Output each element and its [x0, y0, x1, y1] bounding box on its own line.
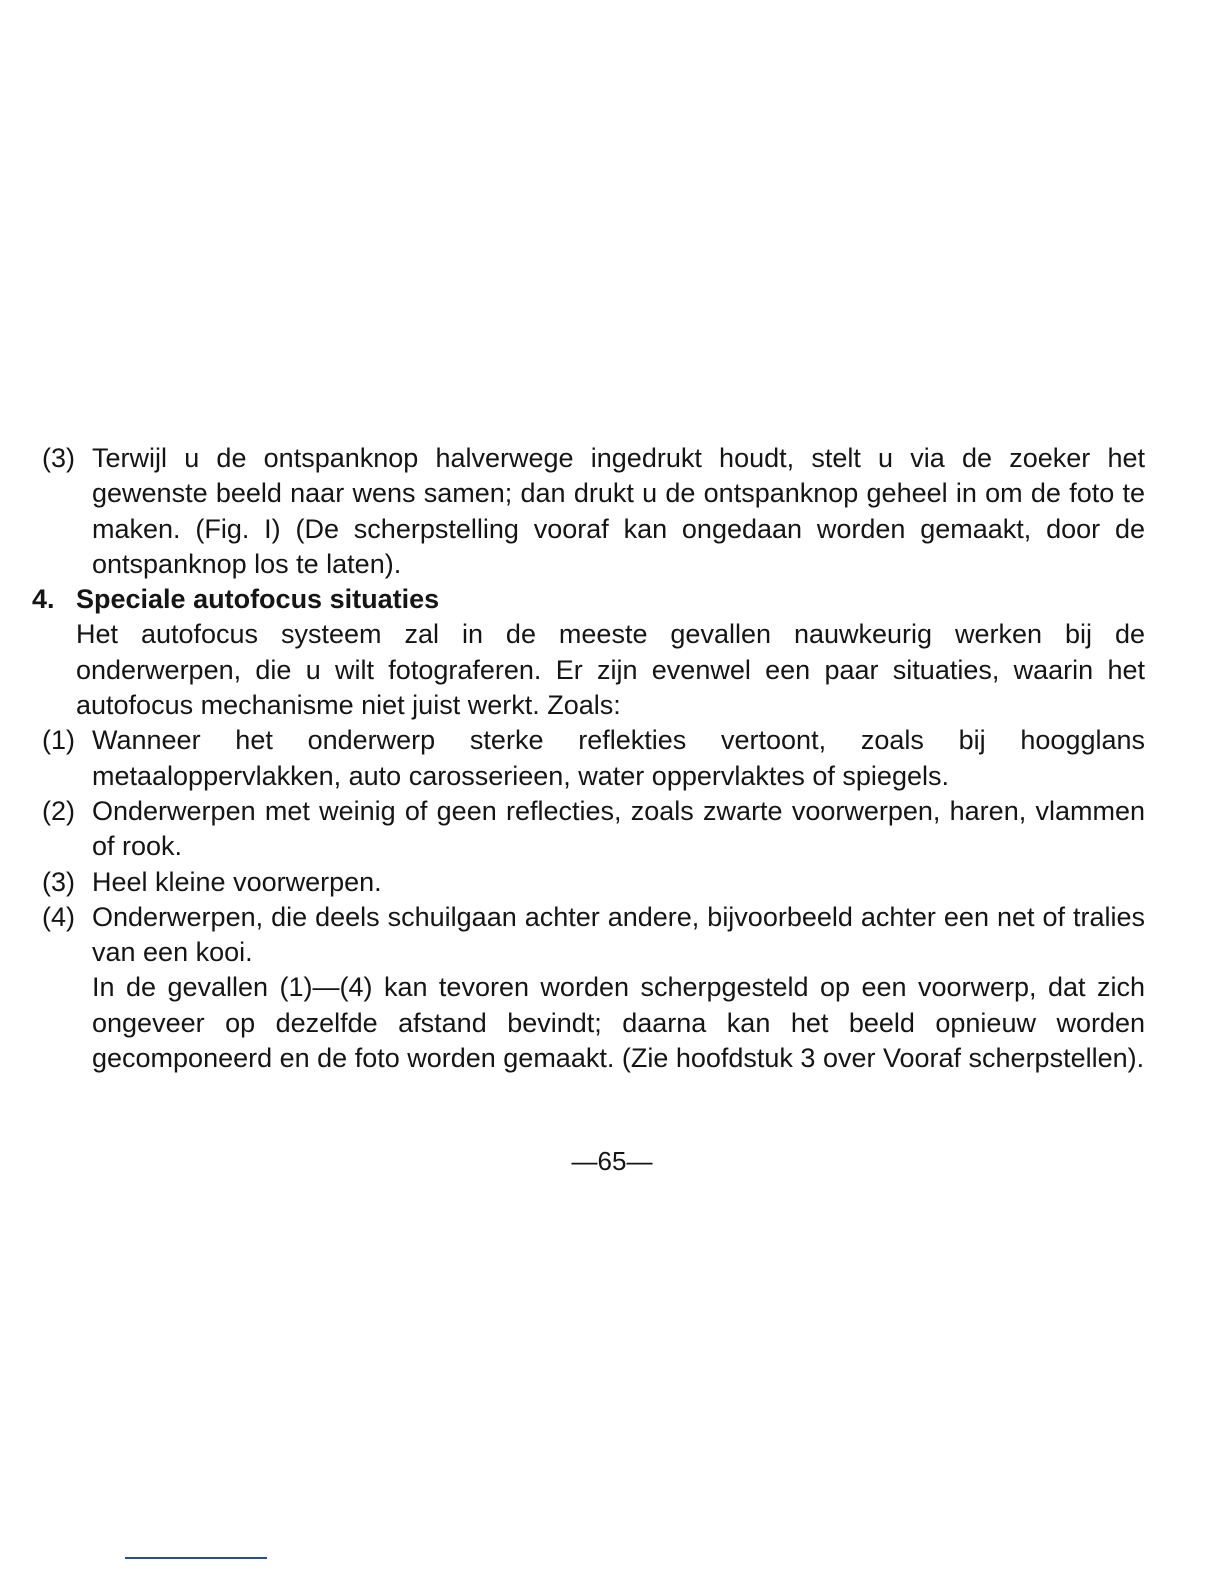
section-intro: Het autofocus systeem zal in de meeste gevallen nauwkeurig werken bij de onderwerpen, die u wilt fotograferen. Er zijn evenwel een paar situaties, waarin het autofocus mechanisme niet juist werkt. Zoals: [76, 619, 1145, 721]
section-title: Speciale autofocus situaties [76, 584, 440, 615]
item-text: Onderwerpen, die deels schuilgaan achter andere, bijvoorbeeld achter een net of tralies van een kooi. [92, 901, 1145, 968]
list-item [30, 441, 1145, 582]
item-number: (3) [42, 866, 75, 897]
item-text: Wanneer het onderwerp sterke reflekties vertoont, zoals bij hoogglans metaaloppervlakken, auto carosserieen, water oppervlaktes of spiegels. [92, 725, 1145, 791]
item-number: (2) [42, 795, 75, 826]
item-number: (1) [42, 725, 75, 756]
section-number: 4. [32, 584, 55, 615]
list-item [30, 723, 1145, 794]
item-text: Terwijl u de ontspanknop halverwege ingedrukt houdt, stelt u via de zoeker het gewenste beeld naar wens samen; dan drukt u de ontspanknop geheel in om de foto te maken. (Fig. I) (De scherpstelling vooraf kan ongedaan worden gemaakt, door de ontspanknop los te laten). [92, 443, 1145, 579]
item-number: (4) [42, 901, 75, 932]
footer-rule [125, 1557, 267, 1559]
list-item [30, 794, 1145, 865]
list-item [30, 865, 1145, 900]
page-content [30, 441, 1145, 1076]
list-item [30, 900, 1145, 971]
note-paragraph: In de gevallen (1)—(4) kan tevoren worden scherpgesteld op een voorwerp, dat zich ongeveer op dezelfde afstand bevindt; daarna kan het beeld opnieuw worden gecomponeerd en de foto worden gemaakt. (Zie hoofdstuk 3 over Vooraf scherpstellen). [92, 972, 1145, 1074]
section-heading [30, 582, 1145, 617]
page-number: —65— [571, 1146, 653, 1176]
item-text: Heel kleine voorwerpen. [92, 866, 382, 897]
item-text: Onderwerpen met weinig of geen reflecties, zoals zwarte voorwerpen, haren, vlammen of rook. [92, 795, 1145, 862]
item-number: (3) [42, 443, 75, 473]
